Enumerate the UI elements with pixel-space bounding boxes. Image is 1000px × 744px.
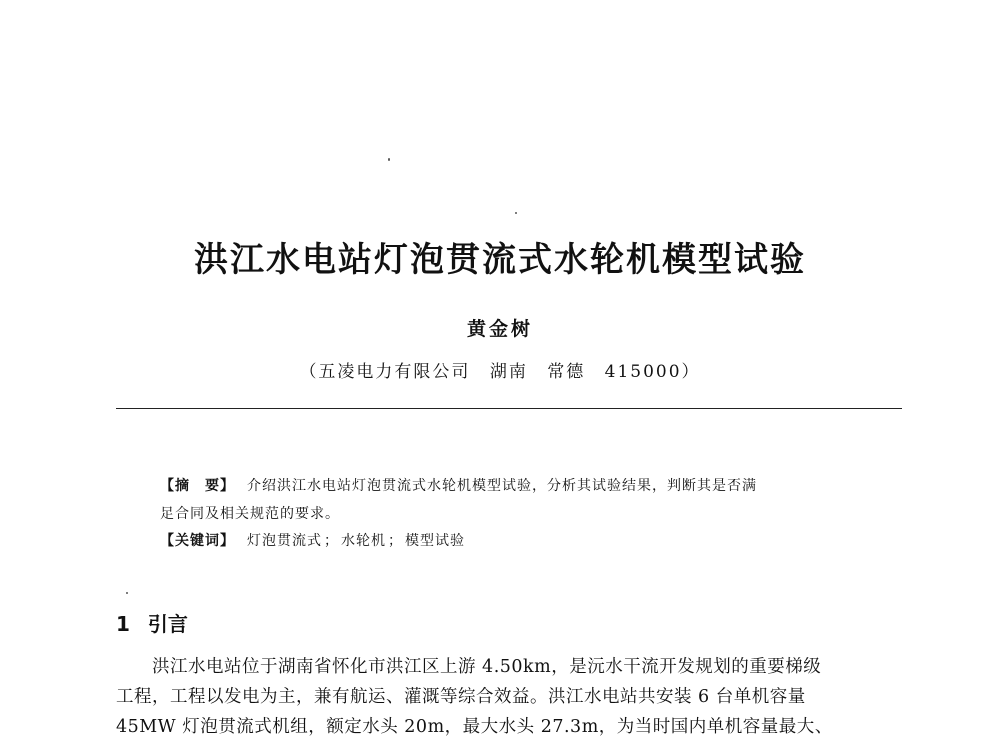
author-name: 黄金树	[466, 318, 533, 340]
body-line: 工程，工程以发电为主，兼有航运、灌溉等综合效益。洪江水电站共安装 6 台单机容量	[116, 687, 806, 707]
affiliation-province: 湖南	[489, 362, 528, 382]
keyword-separator: ；	[388, 533, 403, 549]
abstract-block	[160, 472, 860, 528]
keyword-item: 水轮机	[341, 533, 386, 549]
affiliation-org: （五凌电力有限公司	[299, 362, 471, 382]
paper-title: 洪江水电站灯泡贯流式水轮机模型试验	[194, 240, 806, 280]
abstract-line-2: 足合同及相关规范的要求。	[160, 506, 340, 522]
keyword-separator: ；	[324, 533, 339, 549]
section-heading	[116, 608, 188, 637]
header-divider	[116, 408, 902, 409]
keyword-item: 灯泡贯流式	[247, 533, 322, 549]
section-title: 引言	[147, 612, 188, 636]
keywords-block	[160, 530, 465, 550]
affiliation-postcode: 415000）	[604, 362, 701, 382]
author-affiliation	[0, 357, 1000, 382]
scan-speck	[126, 592, 128, 594]
abstract-line-1: 介绍洪江水电站灯泡贯流式水轮机模型试验，分析其试验结果，判断其是否满	[247, 478, 757, 494]
body-line: 洪江水电站位于湖南省怀化市洪江区上游 4.50km，是沅水干流开发规划的重要梯级	[152, 657, 822, 677]
affiliation-city: 常德	[547, 362, 586, 382]
scan-speck	[515, 212, 517, 214]
keyword-item: 模型试验	[405, 533, 465, 549]
section-number: 1	[116, 612, 130, 636]
body-line: 45MW 灯泡贯流式机组，额定水头 20m，最大水头 27.3m，为当时国内单机容量最大、	[116, 717, 833, 737]
body-paragraph	[116, 652, 916, 742]
scan-speck	[388, 158, 390, 161]
abstract-tag: 【摘 要】	[160, 478, 235, 494]
keywords-tag: 【关键词】	[160, 533, 235, 549]
